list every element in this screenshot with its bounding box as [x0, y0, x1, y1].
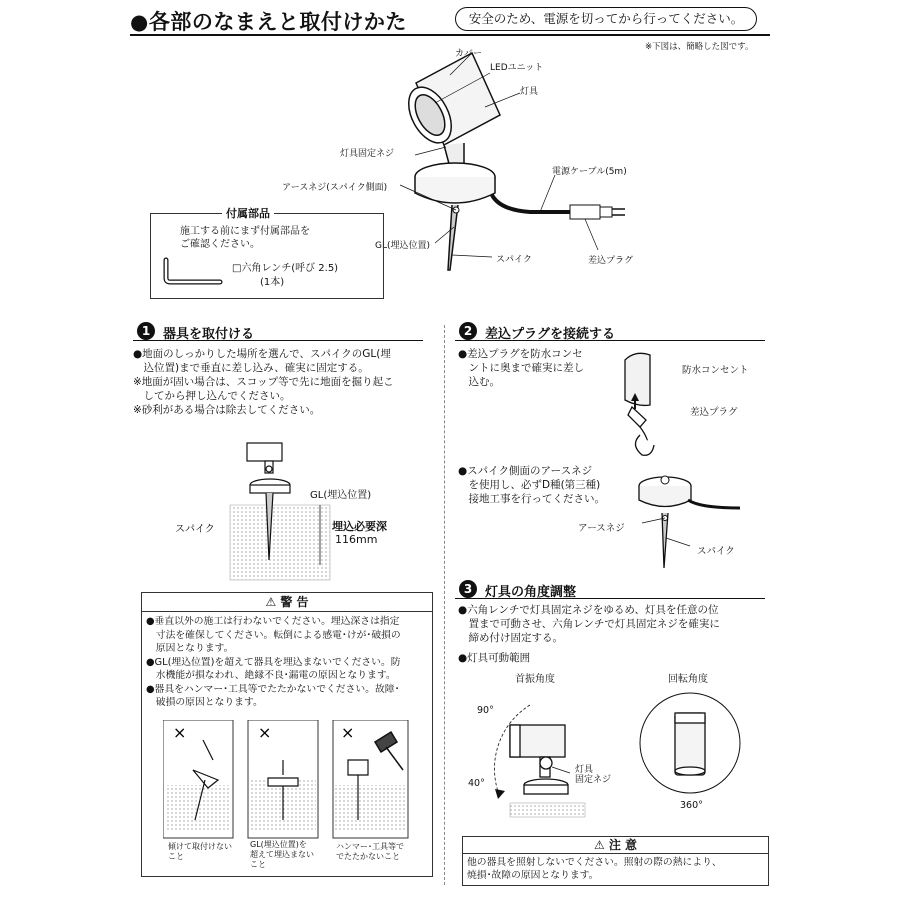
label-earth-screw: アースネジ(スパイク側面)	[282, 183, 388, 193]
section2-line: 込む。	[458, 376, 500, 388]
warning-line: 破損の原因となります。	[146, 697, 263, 708]
section2-text-a	[458, 347, 584, 389]
rotate-label: 回転角度	[668, 674, 708, 685]
caution-title: ⚠ 注 意	[463, 837, 768, 854]
caption-line: でたたかないこと	[336, 852, 400, 861]
section3-header	[455, 580, 765, 599]
deg360-label: 360°	[680, 800, 703, 811]
tilt-label: 首振角度	[515, 674, 555, 685]
earth-label: アースネジ	[578, 523, 625, 534]
section1-line: ●地面のしっかりした場所を選んで、スパイクのGL(埋	[133, 348, 391, 360]
section3-line: 締め付け固定する。	[458, 632, 563, 644]
section2-header	[455, 322, 765, 341]
depth-label: 埋込必要深	[332, 520, 387, 533]
section2-title: 差込プラグを接続する	[485, 327, 616, 342]
accessories-line: 施工する前にまず付属部品を	[180, 226, 310, 237]
caption-tilted	[168, 842, 232, 862]
caution-line: 焼損･故障の原因となります。	[467, 870, 599, 881]
panel-tilted	[163, 720, 233, 838]
safety-note: 安全のため、電源を切ってから行ってください。	[455, 7, 757, 31]
svg-text:×: ×	[258, 723, 272, 742]
screw-label-line: 固定ネジ	[575, 775, 612, 785]
label-cover: カバー	[455, 49, 483, 59]
rotation-angle-diagram	[635, 683, 745, 803]
caption-line: 超えて埋込まない	[250, 850, 314, 859]
section2-spike-label: スパイク	[697, 546, 735, 557]
accessories-line: ご確認ください。	[180, 239, 260, 250]
depth-value: 116mm	[335, 533, 378, 546]
column-divider	[444, 325, 445, 885]
screw-label	[575, 765, 611, 785]
section3-line: ●六角レンチで灯具固定ネジをゆるめ、灯具を任意の位	[458, 604, 719, 616]
section2-line: を使用し、必ずD種(第三種)	[458, 479, 601, 491]
section2-line: ●差込プラグを防水コンセ	[458, 348, 583, 360]
accessories-title: 付属部品	[222, 205, 274, 221]
warning-line: 原因となります。	[146, 643, 234, 654]
warning-title: ⚠ 警 告	[142, 593, 432, 612]
accessories-text	[180, 225, 310, 251]
caution-box	[462, 836, 769, 886]
warning-line: ●垂直以外の施工は行わないでください。埋込深さは指定	[146, 616, 400, 627]
warning-line: 寸法を確保してください。転倒による感電･けが･破損の	[146, 629, 401, 641]
section3-title: 灯具の角度調整	[485, 585, 577, 600]
section1-spike-label: スパイク	[175, 524, 215, 535]
label-plug: 差込プラグ	[588, 256, 634, 266]
section2-text-b	[458, 464, 605, 506]
section2-line: 接地工事を行ってください。	[458, 493, 605, 505]
section3-number: 3	[459, 580, 477, 598]
caption-line: こと	[250, 860, 266, 869]
caption-line: GL(埋込位置)を	[250, 840, 307, 849]
screw-label-line: 灯具	[575, 765, 594, 775]
section2-plug-label: 差込プラグ	[690, 407, 738, 418]
warning-line: ●GL(埋込位置)を超えて器具を埋込まないでください。防	[146, 656, 401, 668]
section2-number: 2	[459, 322, 477, 340]
caution-text	[463, 854, 768, 884]
section1-number: 1	[137, 322, 155, 340]
section2-line: ●スパイク側面のアースネジ	[458, 465, 593, 477]
section1-text	[133, 347, 443, 417]
warning-line: 水機能が損なわれ、絶縁不良･漏電の原因となります。	[146, 670, 396, 681]
label-led-unit: LEDユニット	[490, 63, 544, 73]
outlet-label: 防水コンセント	[682, 365, 749, 376]
caption-hammer	[336, 842, 404, 862]
section3-line: 置まで可動させ、六角レンチで灯具固定ネジを確実に	[458, 618, 720, 630]
earth-screw-diagram	[630, 468, 750, 578]
section1-line: ※砂利がある場合は除去してください。	[133, 404, 321, 416]
label-fixture-screw: 灯具固定ネジ	[340, 149, 395, 159]
section3-text	[458, 603, 768, 665]
warning-line: ●器具をハンマー･工具等でたたかないでください。故障･	[146, 683, 400, 695]
section3-line: ●灯具可動範囲	[458, 652, 531, 664]
caption-line: ハンマー･工具等で	[336, 842, 404, 851]
warning-illustrations	[163, 720, 418, 840]
page-title: ●各部のなまえと取付けかた	[130, 10, 407, 34]
caption-line: 傾けて取付けない	[168, 842, 232, 851]
label-gl: GL(埋込位置)	[375, 241, 431, 251]
section1-line: 込位置)まで垂直に差し込み、確実に固定する。	[133, 362, 369, 374]
section1-line: してから押し込んでください。	[133, 390, 291, 402]
label-cable: 電源ケーブル(5m)	[552, 167, 627, 177]
section1-gl-label: GL(埋込位置)	[310, 490, 372, 501]
svg-text:×: ×	[173, 723, 187, 742]
section1-header	[133, 322, 423, 341]
caution-line: 他の器具を照射しないでください。照射の際の熱により、	[467, 857, 722, 868]
label-spike: スパイク	[496, 255, 532, 265]
section2-line: ントに奥まで確実に差し	[458, 362, 584, 374]
caption-too-deep	[250, 840, 314, 870]
warning-text	[142, 612, 432, 713]
section1-title: 器具を取付ける	[163, 327, 255, 342]
accessories-qty: (1本)	[260, 277, 285, 288]
label-fixture: 灯具	[520, 87, 539, 97]
simplified-note: ※下図は、簡略した図です。	[645, 42, 754, 52]
hex-wrench-icon	[160, 256, 230, 286]
install-depth-diagram	[225, 435, 335, 585]
deg40-label: 40°	[468, 778, 485, 789]
svg-text:×: ×	[341, 723, 355, 742]
section1-line: ※地面が固い場合は、スコップ等で先に地面を掘り起こ	[133, 376, 394, 388]
panel-hammer	[333, 720, 408, 838]
caption-line: こと	[168, 852, 184, 861]
outlet-diagram	[610, 345, 690, 465]
panel-too-deep	[248, 720, 318, 838]
deg90-label: 90°	[477, 705, 494, 716]
header-rule	[130, 34, 770, 36]
accessories-item: □六角レンチ(呼び 2.5)	[232, 263, 339, 274]
